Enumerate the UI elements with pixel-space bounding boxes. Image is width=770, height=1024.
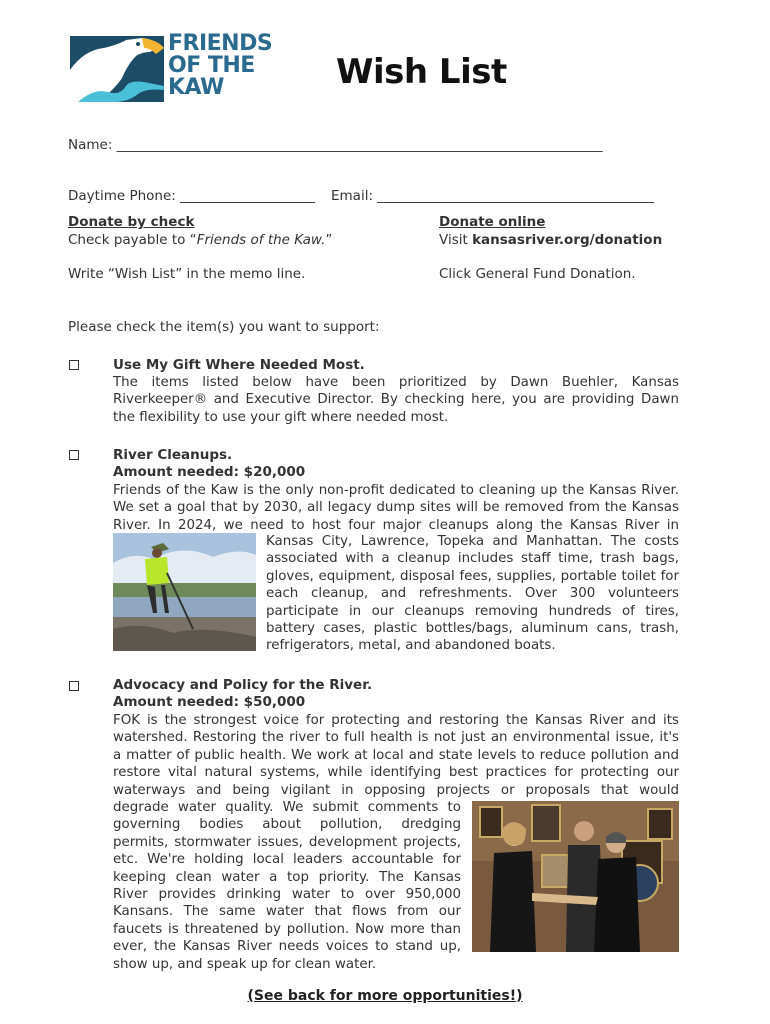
text-line: Friends of the Kaw is the only non-profit dedicated to cleaning up the Kansas River.: [113, 483, 679, 498]
logo-line-1: FRIENDS: [168, 31, 273, 56]
check-payable-line: [68, 232, 332, 248]
donate-online-heading: Donate online: [439, 214, 546, 230]
logo-line-2: OF THE: [168, 53, 255, 78]
text-line: degrade water quality. We submit comments to: [113, 800, 461, 815]
text-line: faucets is threatened by pollution. Now more than: [113, 921, 461, 937]
text-line: ever, the Kansas River needs voices to stand up,: [113, 939, 461, 955]
check-payable-name: Friends of the Kaw.: [196, 232, 326, 248]
checkbox-river-cleanups[interactable]: [69, 450, 79, 460]
text-line: gloves, equipment, disposal fees, supplies, portable toilet for: [266, 568, 679, 584]
text-line: keeping clean water a top priority. The Kansas: [113, 869, 461, 885]
page-title: Wish List: [336, 52, 507, 92]
item-river-cleanups-amount: Amount needed: $20,000: [113, 464, 306, 480]
text-line: show up, and speak up for clean water.: [113, 956, 377, 972]
text-line: associated with a cleanup includes staff time, trash bags,: [266, 551, 679, 567]
logo-line-3: KAW: [168, 75, 224, 100]
text-line: a matter of public health. We work at local and state levels to reduce pollution and: [113, 747, 679, 763]
visit-label: Visit: [439, 232, 473, 248]
text-line: We set a goal that by 2030, all legacy dump sites will be removed from the Kansas: [113, 500, 679, 516]
text-line: watershed. Restoring the river to full health is not just an environmental issue, it's: [113, 730, 679, 746]
memo-line-note: Write “Wish List” in the memo line.: [68, 266, 306, 282]
text-line: battery cases, plastic bottles/bags, aluminum cans, trash,: [266, 621, 679, 637]
item-river-cleanups-title: River Cleanups.: [113, 447, 233, 463]
river-cleanups-body: [113, 482, 679, 534]
item-advocacy-amount: Amount needed: $50,000: [113, 694, 306, 710]
advocacy-wrap-text: [113, 799, 461, 973]
text-line: permits, stormwater issues, development projects,: [113, 834, 461, 850]
text-line: Kansas City, Lawrence, Topeka and Manhattan. The costs: [266, 534, 679, 549]
item-advocacy-title: Advocacy and Policy for the River.: [113, 677, 373, 693]
email-field[interactable]: Email: _________________________________________: [331, 188, 655, 204]
general-fund-note: Click General Fund Donation.: [439, 266, 636, 282]
river-cleanup-photo: [113, 533, 256, 651]
donate-check-heading: Donate by check: [68, 214, 195, 230]
text-line: Kansans. The same water that flows from our: [113, 904, 461, 920]
logo-wordmark: [168, 33, 288, 99]
river-cleanups-wrap-text: [266, 533, 679, 655]
advocacy-photo: [472, 801, 679, 952]
item-where-needed-body: The items listed below have been prioritized by Dawn Buehler, Kansas Riverkeeper® and Executive Director. By checking here, you are providing Dawn the flexibility to use your gift where needed most.: [113, 375, 679, 425]
check-payable-suffix: ”: [325, 232, 333, 248]
friends-of-the-kaw-logo: [64, 30, 284, 108]
text-line: FOK is the strongest voice for protecting and restoring the Kansas River and its: [113, 713, 679, 728]
text-line: River provides drinking water to over 950,000: [113, 887, 461, 903]
name-field[interactable]: Name: ________________________________________________________________________: [68, 137, 603, 153]
text-line: governing bodies about pollution, dredging: [113, 817, 461, 833]
text-line: waterways and being vigilant in opposing projects or proposals that would: [113, 782, 679, 798]
advocacy-body: [113, 712, 679, 799]
text-line: each cleanup, and refreshments. Over 300 volunteers: [266, 586, 679, 602]
donate-online-visit: [439, 232, 662, 248]
item-where-needed-title: Use My Gift Where Needed Most.: [113, 357, 365, 373]
checkbox-where-needed[interactable]: [69, 360, 79, 370]
text-line: refrigerators, metal, and abandoned boats.: [266, 638, 556, 654]
see-back-footer: (See back for more opportunities!): [247, 988, 523, 1004]
text-line: etc. We're holding local leaders accountable for: [113, 852, 461, 868]
text-line: participate in our cleanups removing hundreds of tires,: [266, 603, 679, 619]
eagle-icon: [64, 30, 168, 106]
text-line: restore vital natural systems, while identifying best practices for protecting our: [113, 765, 679, 781]
phone-field[interactable]: Daytime Phone: ____________________: [68, 188, 316, 204]
check-payable-prefix: Check payable to “: [68, 232, 197, 248]
text-line: River. In 2024, we need to host four major cleanups along the Kansas River in: [113, 517, 679, 533]
donation-url-link[interactable]: kansasriver.org/donation: [472, 232, 663, 248]
instructions-text: Please check the item(s) you want to support:: [68, 319, 380, 335]
checkbox-advocacy-policy[interactable]: [69, 681, 79, 691]
